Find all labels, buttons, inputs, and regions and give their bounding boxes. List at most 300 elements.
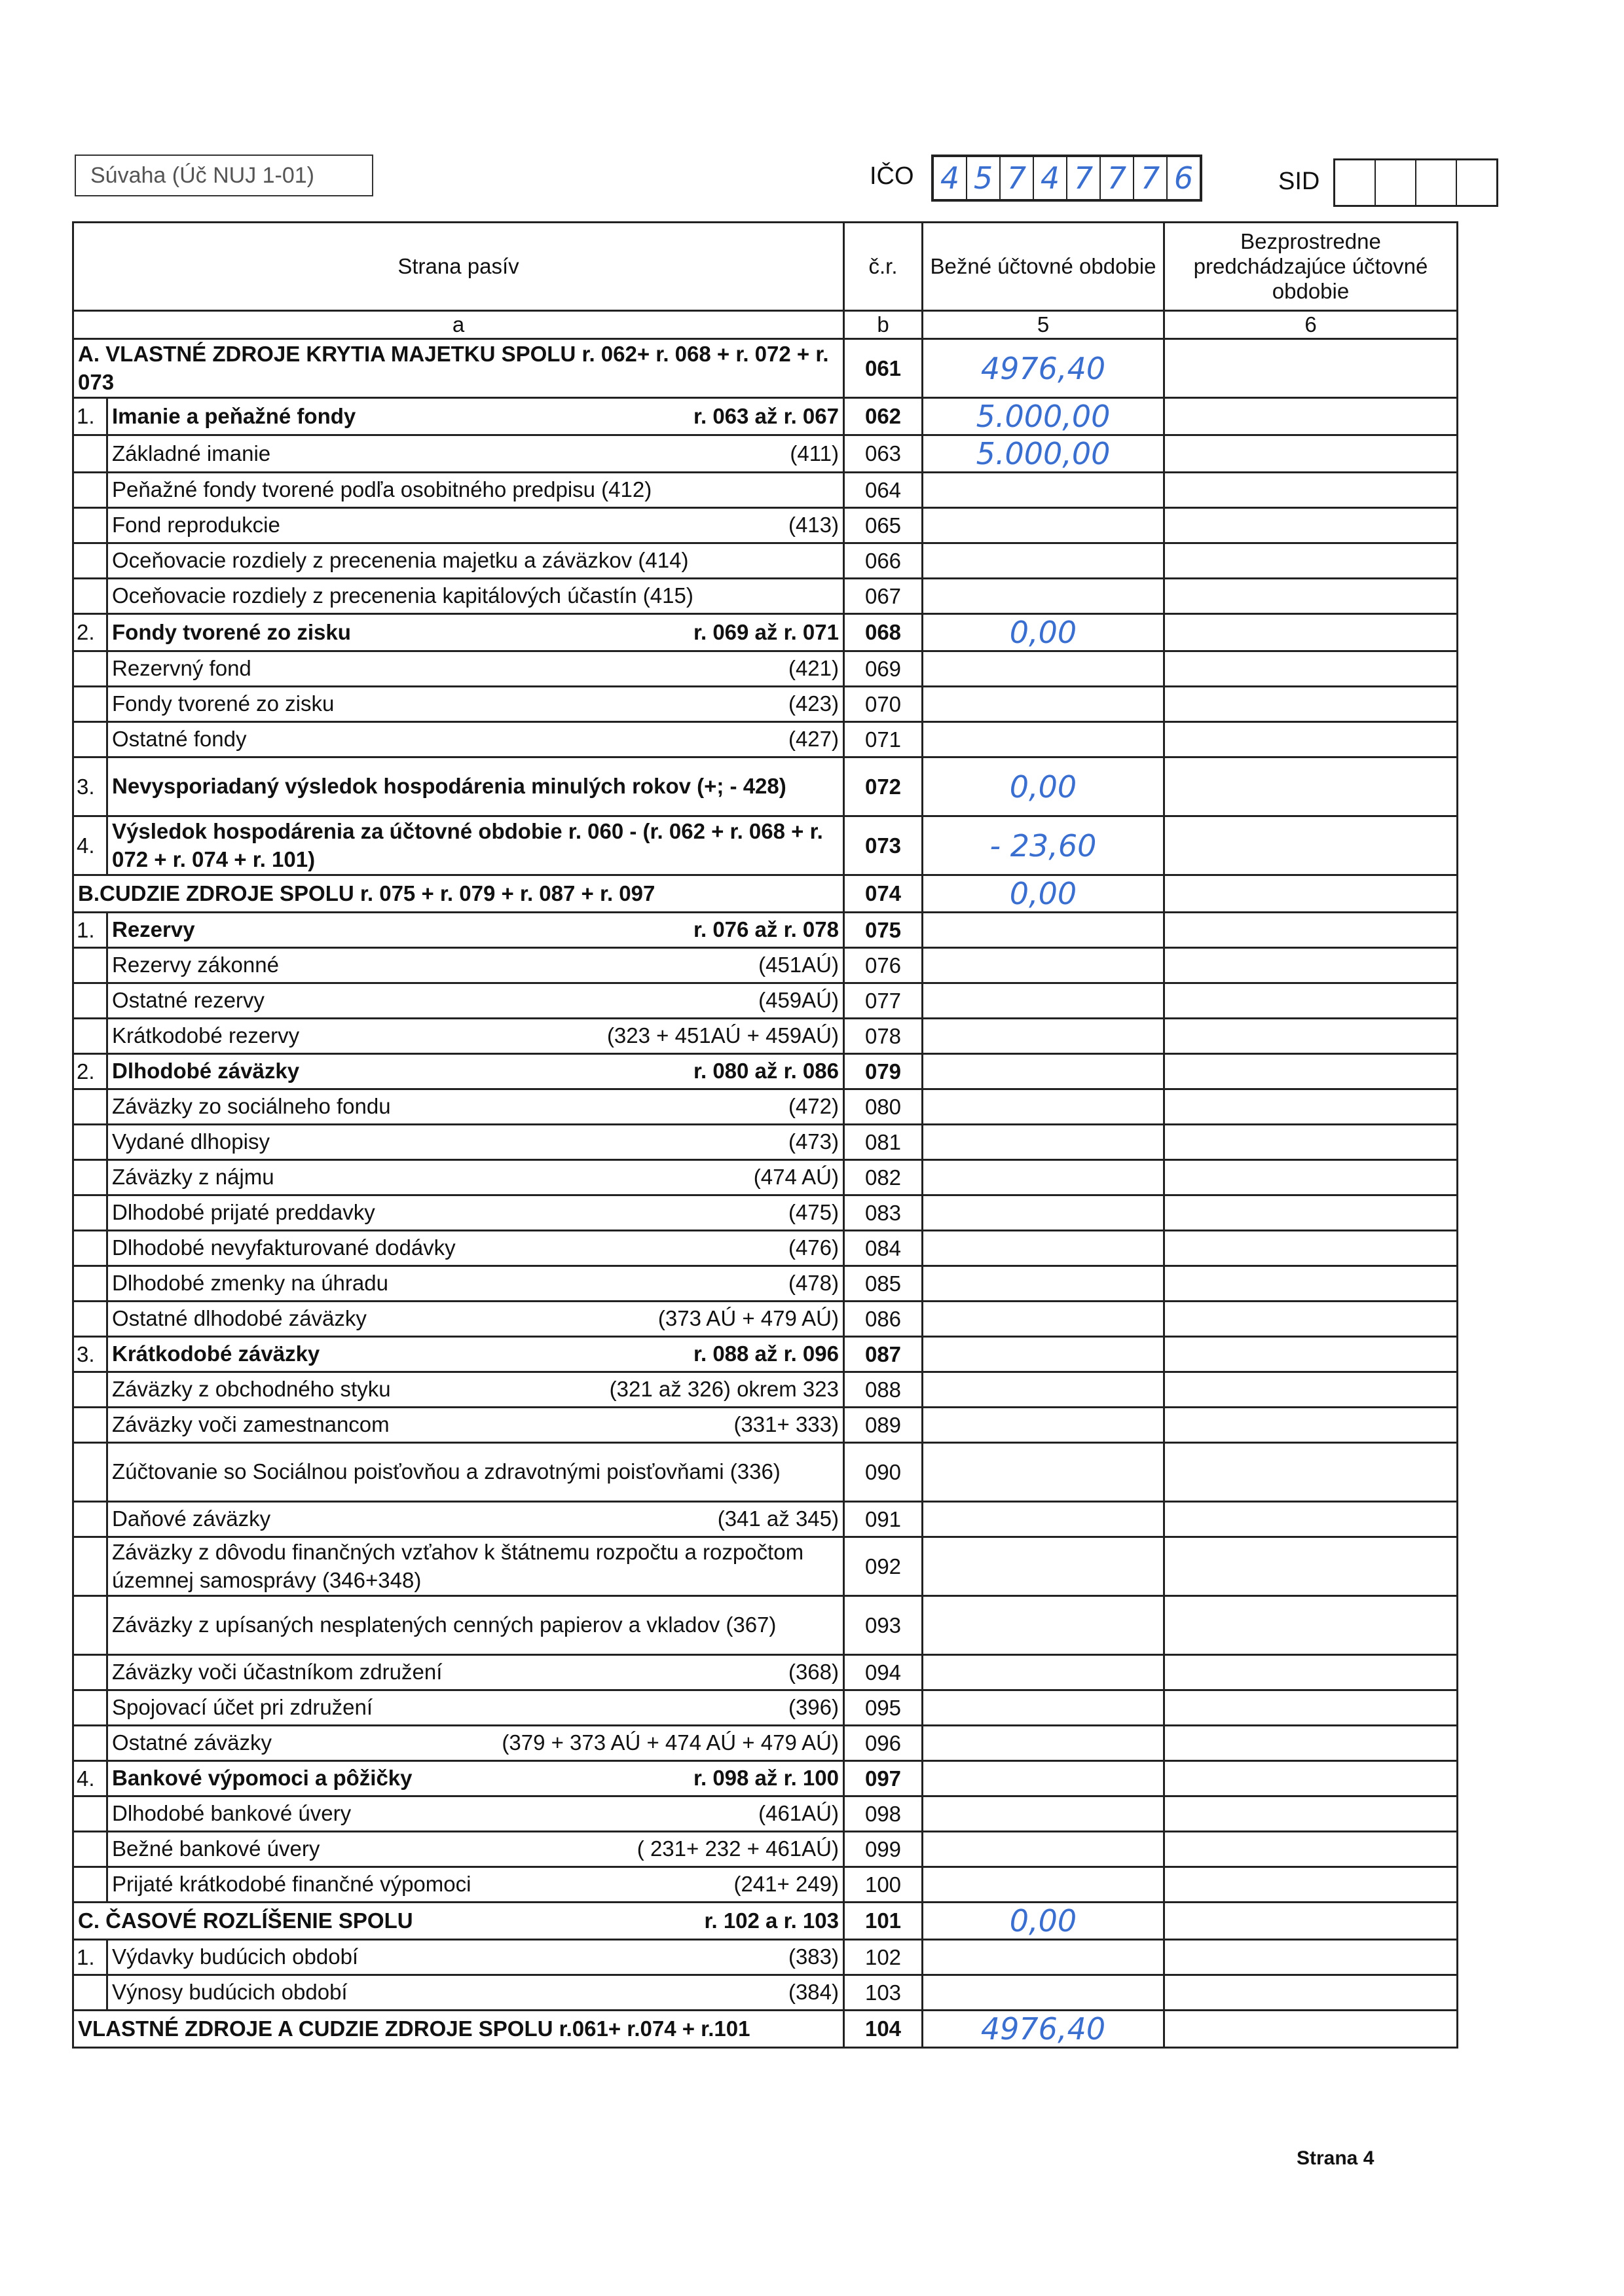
row-code: 083 <box>844 1195 923 1231</box>
table-row <box>73 1231 1458 1266</box>
table-row <box>73 687 1458 722</box>
previous-period-value[interactable] <box>1164 1054 1458 1089</box>
row-code: 064 <box>844 473 923 508</box>
index-5: 5 <box>923 311 1164 339</box>
previous-period-value[interactable] <box>1164 722 1458 757</box>
ico-boxes[interactable] <box>931 155 1202 202</box>
previous-period-value[interactable] <box>1164 1796 1458 1832</box>
row-code: 077 <box>844 983 923 1019</box>
previous-period-value[interactable] <box>1164 913 1458 948</box>
row-number: 2. <box>73 1054 107 1089</box>
row-label-cell <box>107 1596 844 1655</box>
row-code: 101 <box>844 1903 923 1940</box>
row-code: 093 <box>844 1596 923 1655</box>
current-period-value[interactable] <box>923 687 1164 722</box>
current-period-value[interactable] <box>923 1761 1164 1796</box>
current-period-value[interactable] <box>923 1690 1164 1726</box>
row-code: 087 <box>844 1337 923 1372</box>
sid-boxes[interactable] <box>1333 158 1498 207</box>
row-label: A. VLASTNÉ ZDROJE KRYTIA MAJETKU SPOLU r. 062+ r. 068 + r. 072 + r. 073 <box>78 341 829 394</box>
row-label-cell <box>107 913 844 948</box>
row-label: Bankové výpomoci a pôžičky <box>112 1766 413 1791</box>
previous-period-value[interactable] <box>1164 543 1458 579</box>
previous-period-value[interactable] <box>1164 1089 1458 1125</box>
row-label: Ostatné fondy <box>112 727 247 752</box>
table-row <box>73 1054 1458 1089</box>
current-period-value[interactable] <box>923 1796 1164 1832</box>
current-period-value[interactable] <box>923 473 1164 508</box>
current-period-value[interactable] <box>923 948 1164 983</box>
row-reference: r. 063 až r. 067 <box>693 403 839 428</box>
previous-period-value[interactable] <box>1164 1372 1458 1408</box>
row-reference: (331+ 333) <box>733 1412 839 1437</box>
row-reference: (384) <box>788 1980 839 2005</box>
row-code: 085 <box>844 1266 923 1302</box>
previous-period-value[interactable] <box>1164 1596 1458 1655</box>
table-row <box>73 651 1458 687</box>
table-row <box>73 722 1458 757</box>
previous-period-value[interactable] <box>1164 1832 1458 1867</box>
balance-sheet-liabilities-table <box>72 221 1458 2049</box>
ico-digit[interactable]: 7 <box>1101 157 1134 199</box>
row-label: Bežné bankové úvery <box>112 1836 320 1861</box>
row-number <box>73 983 107 1019</box>
row-reference: (472) <box>788 1094 839 1119</box>
row-number: 1. <box>73 398 107 435</box>
row-number <box>73 651 107 687</box>
row-number <box>73 1443 107 1502</box>
row-number <box>73 1266 107 1302</box>
row-code: 081 <box>844 1125 923 1160</box>
row-number: 4. <box>73 816 107 875</box>
previous-period-value[interactable] <box>1164 1903 1458 1940</box>
row-label-cell <box>107 543 844 579</box>
row-code: 072 <box>844 757 923 816</box>
table-row <box>73 1160 1458 1195</box>
row-number: 2. <box>73 614 107 651</box>
row-label-cell <box>107 1655 844 1690</box>
row-reference: (383) <box>788 1944 839 1969</box>
table-row <box>73 1726 1458 1761</box>
row-reference: ( 231+ 232 + 461AÚ) <box>637 1836 839 1861</box>
current-period-value[interactable] <box>923 1655 1164 1690</box>
current-period-value[interactable] <box>923 1596 1164 1655</box>
previous-period-value[interactable] <box>1164 1502 1458 1537</box>
row-code: 100 <box>844 1867 923 1903</box>
row-label: Záväzky z obchodného styku <box>112 1377 391 1402</box>
previous-period-value[interactable] <box>1164 1443 1458 1502</box>
row-reference: (476) <box>788 1235 839 1260</box>
ico-digit[interactable]: 4 <box>934 157 967 199</box>
previous-period-value[interactable] <box>1164 1940 1458 1975</box>
row-reference: r. 102 a r. 103 <box>704 1908 839 1933</box>
row-label: Rezervný fond <box>112 656 251 681</box>
row-reference: r. 069 až r. 071 <box>693 619 839 644</box>
table-row <box>73 1302 1458 1337</box>
current-period-value[interactable]: - 23,60 <box>923 816 1164 875</box>
row-label-cell <box>107 1372 844 1408</box>
table-row <box>73 1690 1458 1726</box>
row-code: 068 <box>844 614 923 651</box>
previous-period-value[interactable] <box>1164 1408 1458 1443</box>
row-label-cell <box>107 1502 844 1537</box>
current-period-value[interactable]: 0,00 <box>923 757 1164 816</box>
current-period-value[interactable]: 0,00 <box>923 875 1164 913</box>
current-period-value[interactable] <box>923 579 1164 614</box>
row-label: Fond reprodukcie <box>112 513 280 538</box>
table-row <box>73 983 1458 1019</box>
row-number <box>73 948 107 983</box>
table-row <box>73 1337 1458 1372</box>
table-row <box>73 1372 1458 1408</box>
previous-period-value[interactable] <box>1164 1726 1458 1761</box>
sid-box[interactable] <box>1457 160 1496 205</box>
previous-period-value[interactable] <box>1164 1302 1458 1337</box>
row-reference: (461AÚ) <box>758 1801 839 1826</box>
row-label-cell <box>107 1408 844 1443</box>
current-period-value[interactable] <box>923 1266 1164 1302</box>
index-b: b <box>844 311 923 339</box>
row-reference: (478) <box>788 1271 839 1296</box>
table-row <box>73 1867 1458 1903</box>
row-label-cell <box>107 1160 844 1195</box>
current-period-value[interactable] <box>923 1089 1164 1125</box>
row-label: Záväzky zo sociálneho fondu <box>112 1094 391 1119</box>
table-row <box>73 1125 1458 1160</box>
previous-period-value[interactable] <box>1164 1655 1458 1690</box>
row-label: Nevysporiadaný výsledok hospodárenia minulých rokov (+; - 428) <box>112 774 786 799</box>
sid-label: SID <box>1278 168 1320 195</box>
current-period-value[interactable] <box>923 543 1164 579</box>
row-reference: r. 076 až r. 078 <box>693 917 839 942</box>
row-label: Krátkodobé záväzky <box>112 1341 320 1366</box>
previous-period-value[interactable] <box>1164 1867 1458 1903</box>
table-row <box>73 579 1458 614</box>
current-period-value[interactable] <box>923 1302 1164 1337</box>
form-id: Súvaha (Úč NUJ 1-01) <box>90 162 315 188</box>
current-period-value[interactable] <box>923 1337 1164 1372</box>
table-row <box>73 1903 1458 1940</box>
row-reference: (473) <box>788 1129 839 1154</box>
row-code: 070 <box>844 687 923 722</box>
previous-period-value[interactable] <box>1164 435 1458 473</box>
row-number <box>73 1408 107 1443</box>
row-label: Záväzky z nájmu <box>112 1165 274 1190</box>
previous-period-value[interactable] <box>1164 1537 1458 1596</box>
row-code: 089 <box>844 1408 923 1443</box>
row-label-cell <box>107 1019 844 1054</box>
row-label-cell <box>107 1940 844 1975</box>
current-period-value[interactable] <box>923 1443 1164 1502</box>
ico-digit[interactable]: 7 <box>1067 157 1101 199</box>
current-period-value[interactable] <box>923 1975 1164 2011</box>
ico-digit[interactable]: 4 <box>1034 157 1067 199</box>
previous-period-value[interactable] <box>1164 579 1458 614</box>
row-label: Dlhodobé záväzky <box>112 1059 300 1084</box>
row-number <box>73 1867 107 1903</box>
row-label-cell <box>107 1761 844 1796</box>
row-reference: r. 098 až r. 100 <box>693 1766 839 1791</box>
row-number <box>73 1832 107 1867</box>
row-label: Výnosy budúcich období <box>112 1980 348 2005</box>
row-number <box>73 1502 107 1537</box>
row-label: Rezervy zákonné <box>112 953 279 977</box>
row-code: 067 <box>844 579 923 614</box>
previous-period-value[interactable] <box>1164 1019 1458 1054</box>
row-code: 092 <box>844 1537 923 1596</box>
row-code: 079 <box>844 1054 923 1089</box>
row-number: 3. <box>73 757 107 816</box>
previous-period-value[interactable] <box>1164 651 1458 687</box>
row-label: Záväzky z upísaných nesplatených cenných papierov a vkladov (367) <box>112 1613 777 1637</box>
table-row <box>73 757 1458 816</box>
row-label-cell <box>107 1796 844 1832</box>
current-period-value[interactable] <box>923 1408 1164 1443</box>
row-code: 078 <box>844 1019 923 1054</box>
current-period-value[interactable] <box>923 1125 1164 1160</box>
row-label: Rezervy <box>112 917 195 942</box>
row-reference: (321 až 326) okrem 323 <box>609 1377 839 1402</box>
previous-period-value[interactable] <box>1164 816 1458 875</box>
row-code: 061 <box>844 339 923 398</box>
table-row <box>73 1089 1458 1125</box>
row-label: Krátkodobé rezervy <box>112 1023 300 1048</box>
row-code: 074 <box>844 875 923 913</box>
current-period-value[interactable]: 4976,40 <box>923 339 1164 398</box>
ico-digit[interactable]: 7 <box>1134 157 1168 199</box>
row-label-cell <box>73 1903 844 1940</box>
table-row <box>73 1019 1458 1054</box>
previous-period-value[interactable] <box>1164 1975 1458 2011</box>
current-period-value[interactable] <box>923 1195 1164 1231</box>
row-label: Ostatné záväzky <box>112 1730 272 1755</box>
row-reference: (368) <box>788 1660 839 1685</box>
current-period-value[interactable] <box>923 1231 1164 1266</box>
previous-period-value[interactable] <box>1164 1761 1458 1796</box>
row-label-cell <box>107 1726 844 1761</box>
row-code: 069 <box>844 651 923 687</box>
row-label-cell <box>107 1302 844 1337</box>
previous-period-value[interactable] <box>1164 473 1458 508</box>
table-row <box>73 473 1458 508</box>
ico-label: IČO <box>870 162 914 190</box>
row-label-cell <box>107 1537 844 1596</box>
row-number <box>73 1160 107 1195</box>
row-number <box>73 508 107 543</box>
header-current-period: Bežné účtovné obdobie <box>923 223 1164 311</box>
row-label-cell <box>107 435 844 473</box>
ico-digit[interactable]: 7 <box>1001 157 1034 199</box>
previous-period-value[interactable] <box>1164 508 1458 543</box>
current-period-value[interactable] <box>923 1019 1164 1054</box>
current-period-value[interactable] <box>923 1160 1164 1195</box>
current-period-value[interactable] <box>923 1502 1164 1537</box>
current-period-value[interactable] <box>923 1054 1164 1089</box>
row-label: Daňové záväzky <box>112 1506 271 1531</box>
current-period-value[interactable]: 0,00 <box>923 614 1164 651</box>
row-number <box>73 1195 107 1231</box>
row-label: Dlhodobé prijaté preddavky <box>112 1200 375 1225</box>
current-period-value[interactable]: 5.000,00 <box>923 398 1164 435</box>
row-label-cell <box>107 651 844 687</box>
row-label-cell <box>107 1337 844 1372</box>
row-label: Fondy tvorené zo zisku <box>112 691 335 716</box>
row-code: 096 <box>844 1726 923 1761</box>
current-period-value[interactable] <box>923 1372 1164 1408</box>
table-row <box>73 1975 1458 2011</box>
row-label: Fondy tvorené zo zisku <box>112 619 351 644</box>
row-code: 095 <box>844 1690 923 1726</box>
table-row <box>73 339 1458 398</box>
table-row <box>73 1761 1458 1796</box>
row-label: Dlhodobé nevyfakturované dodávky <box>112 1235 456 1260</box>
ico-digit[interactable]: 6 <box>1173 160 1194 196</box>
table-row <box>73 1596 1458 1655</box>
current-period-value[interactable] <box>923 1832 1164 1867</box>
row-number <box>73 722 107 757</box>
row-label: Záväzky z dôvodu finančných vzťahov k štátnemu rozpočtu a rozpočtom územnej samosprávy (346+348) <box>112 1539 804 1592</box>
previous-period-value[interactable] <box>1164 1125 1458 1160</box>
row-code: 090 <box>844 1443 923 1502</box>
row-label: Záväzky voči zamestnancom <box>112 1412 390 1437</box>
table-row <box>73 2011 1458 2048</box>
row-code: 104 <box>844 2011 923 2048</box>
current-period-value[interactable] <box>923 913 1164 948</box>
previous-period-value[interactable] <box>1164 398 1458 435</box>
row-reference: (379 + 373 AÚ + 474 AÚ + 479 AÚ) <box>502 1730 839 1755</box>
ico-digit[interactable]: 5 <box>967 157 1001 199</box>
row-reference: (421) <box>788 656 839 681</box>
previous-period-value[interactable] <box>1164 2011 1458 2048</box>
table-row <box>73 913 1458 948</box>
row-reference: (396) <box>788 1695 839 1720</box>
row-label: Dlhodobé zmenky na úhradu <box>112 1271 388 1296</box>
previous-period-value[interactable] <box>1164 1337 1458 1372</box>
sid-box[interactable] <box>1416 160 1457 205</box>
previous-period-value[interactable] <box>1164 983 1458 1019</box>
table-row <box>73 816 1458 875</box>
row-number <box>73 1537 107 1596</box>
current-period-value[interactable] <box>923 722 1164 757</box>
row-reference: (451AÚ) <box>758 953 839 977</box>
row-label: Zúčtovanie so Sociálnou poisťovňou a zdravotnými poisťovňami (336) <box>112 1459 781 1484</box>
current-period-value[interactable]: 5.000,00 <box>923 435 1164 473</box>
row-number <box>73 473 107 508</box>
previous-period-value[interactable] <box>1164 614 1458 651</box>
previous-period-value[interactable] <box>1164 687 1458 722</box>
current-period-value[interactable]: 4976,40 <box>923 2011 1164 2048</box>
row-number <box>73 1975 107 2011</box>
table-row <box>73 435 1458 473</box>
row-code: 084 <box>844 1231 923 1266</box>
page-number: Strana 4 <box>1297 2147 1375 2169</box>
previous-period-value[interactable] <box>1164 875 1458 913</box>
previous-period-value[interactable] <box>1164 1195 1458 1231</box>
previous-period-value[interactable] <box>1164 1160 1458 1195</box>
row-label-cell <box>73 2011 844 2048</box>
row-reference: (474 AÚ) <box>753 1165 839 1190</box>
current-period-value[interactable] <box>923 651 1164 687</box>
row-code: 073 <box>844 816 923 875</box>
row-number: 1. <box>73 913 107 948</box>
row-reference: (241+ 249) <box>733 1872 839 1897</box>
row-number <box>73 579 107 614</box>
row-code: 099 <box>844 1832 923 1867</box>
row-code: 086 <box>844 1302 923 1337</box>
row-code: 094 <box>844 1655 923 1690</box>
row-label: Výdavky budúcich období <box>112 1944 359 1969</box>
previous-period-value[interactable] <box>1164 1266 1458 1302</box>
row-label: Základné imanie <box>112 441 271 465</box>
current-period-value[interactable] <box>923 508 1164 543</box>
row-number <box>73 1302 107 1337</box>
row-label: Výsledok hospodárenia za účtovné obdobie r. 060 - (r. 062 + r. 068 + r. 072 + r. 074 + r. 101) <box>112 818 823 871</box>
current-period-value[interactable] <box>923 983 1164 1019</box>
row-label-cell <box>107 1867 844 1903</box>
current-period-value[interactable] <box>923 1726 1164 1761</box>
current-period-value[interactable] <box>923 1537 1164 1596</box>
row-number <box>73 1726 107 1761</box>
previous-period-value[interactable] <box>1164 1690 1458 1726</box>
row-code: 065 <box>844 508 923 543</box>
row-code: 091 <box>844 1502 923 1537</box>
row-label-cell <box>107 816 844 875</box>
row-code: 102 <box>844 1940 923 1975</box>
table-row <box>73 1537 1458 1596</box>
row-reference: (373 AÚ + 479 AÚ) <box>657 1306 839 1331</box>
row-code: 103 <box>844 1975 923 2011</box>
table-row <box>73 948 1458 983</box>
row-label-cell <box>107 398 844 435</box>
sid-box[interactable] <box>1335 160 1376 205</box>
row-label-cell <box>107 508 844 543</box>
row-number <box>73 1019 107 1054</box>
current-period-value[interactable] <box>923 1867 1164 1903</box>
row-label-cell <box>107 1443 844 1502</box>
index-6: 6 <box>1164 311 1458 339</box>
previous-period-value[interactable] <box>1164 339 1458 398</box>
previous-period-value[interactable] <box>1164 948 1458 983</box>
row-reference: (475) <box>788 1200 839 1225</box>
table-row <box>73 508 1458 543</box>
current-period-value[interactable]: 0,00 <box>923 1903 1164 1940</box>
row-code: 098 <box>844 1796 923 1832</box>
table-row <box>73 398 1458 435</box>
row-code: 062 <box>844 398 923 435</box>
table-row <box>73 1408 1458 1443</box>
form-id-box <box>75 155 373 196</box>
row-number <box>73 1125 107 1160</box>
current-period-value[interactable] <box>923 1940 1164 1975</box>
row-label: Vydané dlhopisy <box>112 1129 270 1154</box>
row-label: Ostatné rezervy <box>112 988 265 1013</box>
previous-period-value[interactable] <box>1164 1231 1458 1266</box>
row-reference: r. 088 až r. 096 <box>693 1341 839 1366</box>
row-label: Ostatné dlhodobé záväzky <box>112 1306 367 1331</box>
row-label-cell <box>107 1125 844 1160</box>
row-number: 1. <box>73 1940 107 1975</box>
header-strana-pasiv: Strana pasív <box>73 223 844 311</box>
row-number <box>73 1231 107 1266</box>
row-code: 080 <box>844 1089 923 1125</box>
table-row <box>73 1655 1458 1690</box>
previous-period-value[interactable] <box>1164 757 1458 816</box>
row-number <box>73 1796 107 1832</box>
sid-box[interactable] <box>1376 160 1416 205</box>
table-row <box>73 1195 1458 1231</box>
row-number: 3. <box>73 1337 107 1372</box>
row-label: Dlhodobé bankové úvery <box>112 1801 352 1826</box>
